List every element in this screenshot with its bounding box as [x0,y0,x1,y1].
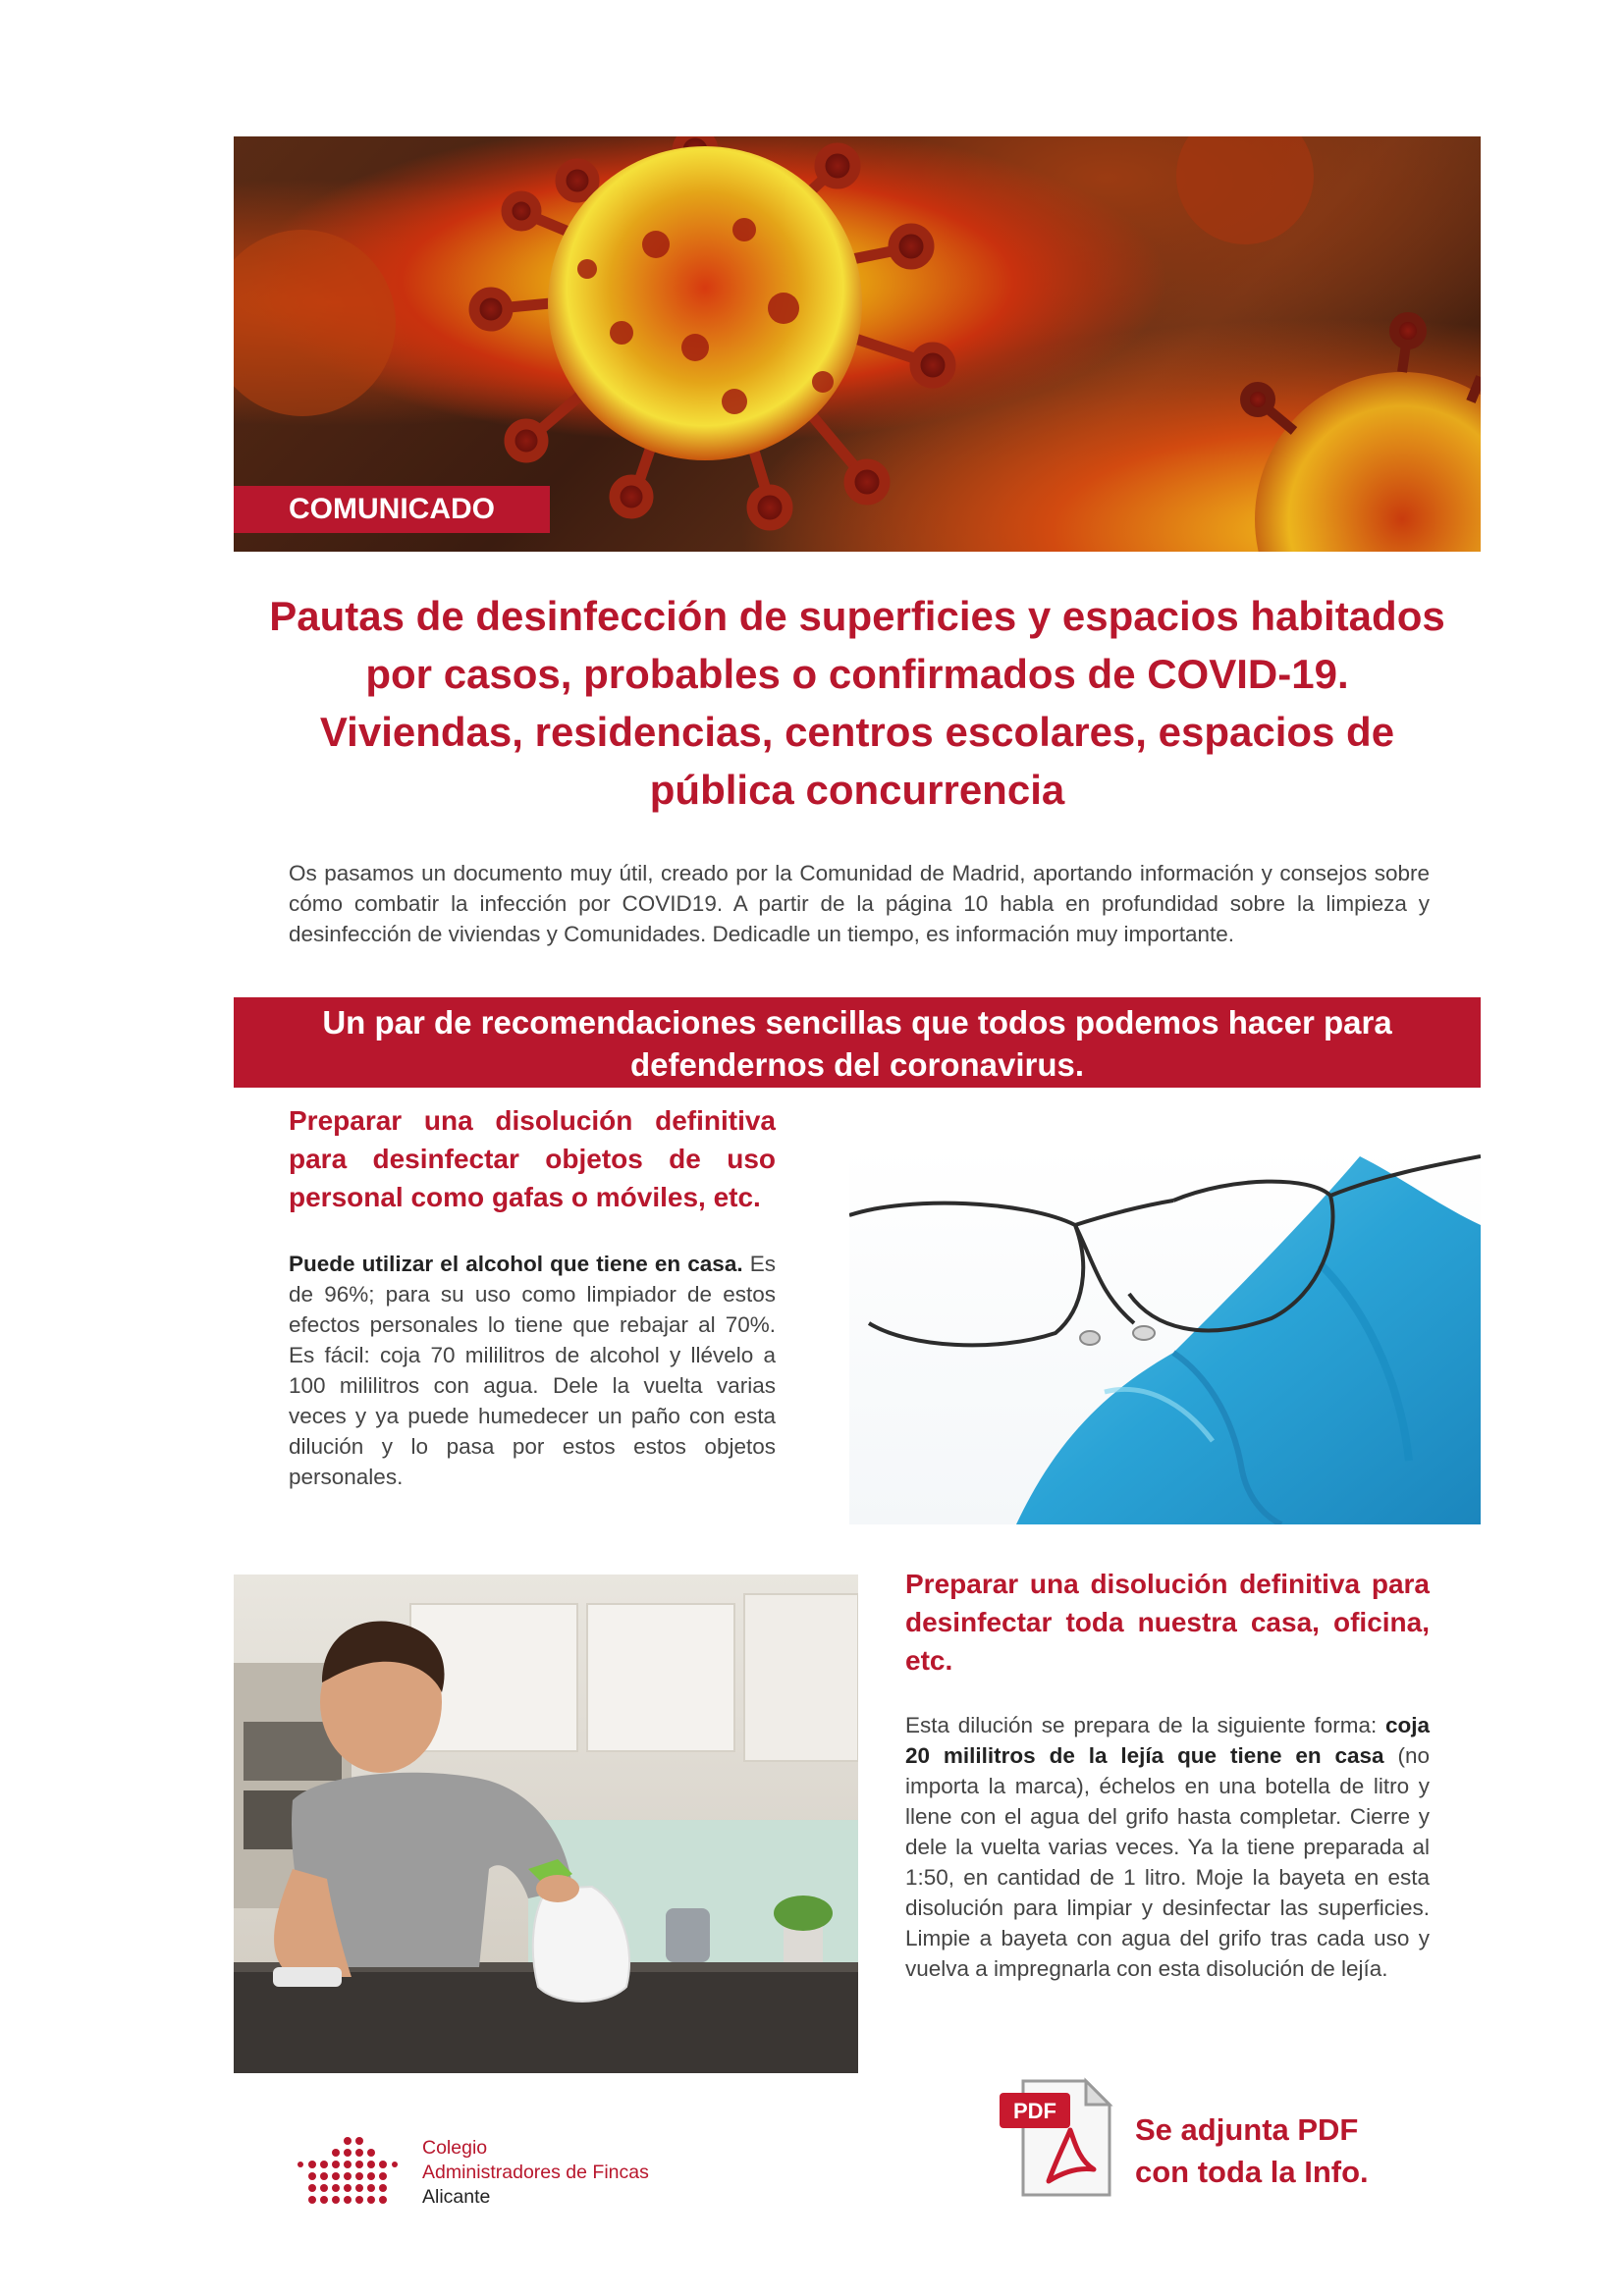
section1-body [289,1249,776,1492]
title-line: Pautas de desinfección de superficies y espacios habitados [269,593,1445,639]
intro-paragraph: Os pasamos un documento muy útil, creado por la Comunidad de Madrid, aportando información y consejos sobre cómo combatir la infección por COVID19. A partir de la página 10 habla en profundidad sobre la limpieza y desinfección de viviendas y Comunidades. Dedicadle un tiempo, es información muy importante. [289,861,1430,946]
colegio-logo-icon [297,2136,399,2216]
pdf-badge-text: PDF [1013,2099,1056,2123]
section2-heading: Preparar una disolución definitiva para desinfectar toda nuestra casa, oficina, etc. [905,1569,1430,1676]
logo-line: Alicante [422,2186,491,2208]
pdf-note-line: Se adjunta PDF [1135,2112,1359,2147]
glasses-cloth-image [849,1147,1481,1524]
banner-line: Un par de recomendaciones sencillas que todos podemos hacer para [322,1004,1392,1041]
banner-line: defendernos del coronavirus. [629,1046,1085,1083]
section2-bold: coja 20 mililitros de la lejía que tiene en casa [905,1713,1430,1768]
title-line: por casos, probables o confirmados de COVID-19. [365,651,1349,697]
pdf-note-line: con toda la Info. [1135,2155,1369,2189]
pdf-attachment-note [1135,2109,1369,2193]
colegio-logo-text [422,2136,649,2210]
section1-lead: Puede utilizar el alcohol que tiene en casa. [289,1252,743,1276]
title-line: pública concurrencia [649,767,1065,813]
title-line: Viviendas, residencias, centros escolares, espacios de [319,709,1395,755]
recommendations-banner [234,997,1481,1088]
section1-text: Es de 96%; para su uso como limpiador de estos efectos personales lo tiene que rebajar al 70%. Es fácil: coja 70 mililitros de alcohol y llévelo a 100 mililitros con agua. Dele la vuelta varias veces y ya puede humedecer un paño con esta dilución y lo pasa por estos estos objetos personales. [289,1252,776,1489]
section1-heading: Preparar una disolución definitiva para desinfectar objetos de uso personal como gafas o móviles, etc. [289,1105,776,1212]
logo-line: Colegio [422,2137,488,2159]
section2-text-end: (no importa la marca), échelos en una botella de litro y llene con el agua del grifo hasta completar. Cierre y dele la vuelta varias veces. Ya la tiene preparada al 1:50, en cantidad de 1 litro. Moje la bayeta en esta disolución para limpiar y desinfectar las superficies. Limpie a bayeta con agua del grifo tras cada uso y vuelva a impregnarla con esta disolución de lejía. [905,1743,1430,1981]
pdf-file-icon[interactable] [992,2071,1121,2206]
section2-body [905,1710,1430,1984]
hero-virus-image [234,136,1481,552]
logo-line: Administradores de Fincas [422,2162,649,2183]
page-title [234,587,1481,819]
glasses-illustration [849,1147,1481,1524]
comunicado-tag: COMUNICADO [234,486,550,533]
man-cleaning-image [234,1575,858,2073]
section2-text-start: Esta dilución se prepara de la siguiente forma: [905,1713,1385,1737]
kitchen-illustration [234,1575,858,2073]
